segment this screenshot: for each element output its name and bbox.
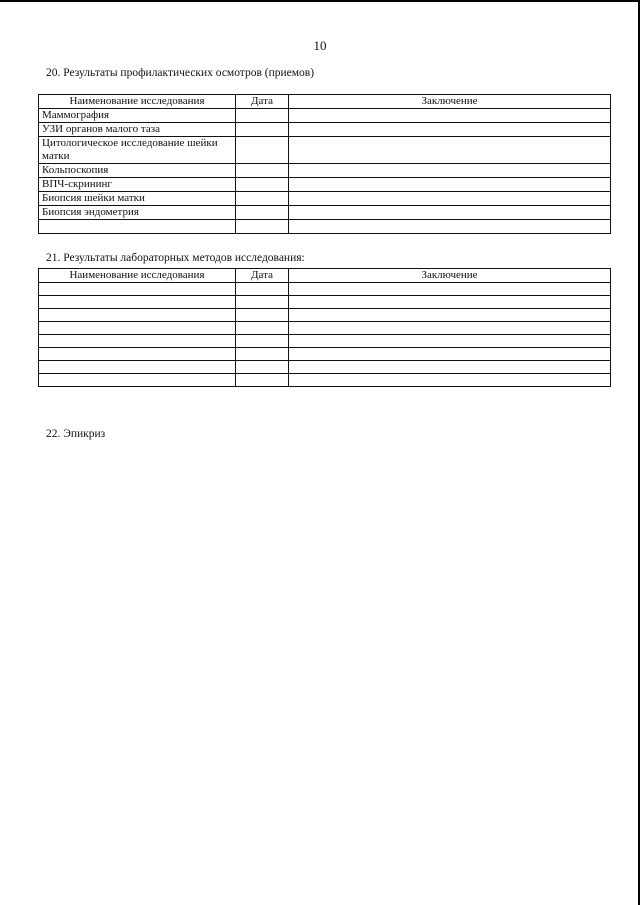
conclusion-cell[interactable] xyxy=(289,206,611,220)
exam-name-cell[interactable] xyxy=(39,296,236,309)
date-cell[interactable] xyxy=(236,309,289,322)
exam-name-cell: Биопсия шейки матки xyxy=(39,192,236,206)
conclusion-cell[interactable] xyxy=(289,220,611,234)
date-cell[interactable] xyxy=(236,283,289,296)
conclusion-cell[interactable] xyxy=(289,296,611,309)
conclusion-cell[interactable] xyxy=(289,322,611,335)
exam-name-cell: Кольпоскопия xyxy=(39,164,236,178)
exam-name-cell: Цитологическое исследование шейки матки xyxy=(39,137,236,164)
column-header-date: Дата xyxy=(236,269,289,283)
scan-edge-top xyxy=(0,0,640,2)
column-header-date: Дата xyxy=(236,95,289,109)
conclusion-cell[interactable] xyxy=(289,335,611,348)
table-header-row xyxy=(39,95,611,109)
conclusion-cell[interactable] xyxy=(289,109,611,123)
exam-name-cell[interactable] xyxy=(39,309,236,322)
section-22-heading: 22. Эпикриз xyxy=(46,428,106,440)
date-cell[interactable] xyxy=(236,178,289,192)
exam-name-cell[interactable] xyxy=(39,283,236,296)
column-header-conclusion: Заключение xyxy=(289,95,611,109)
date-cell[interactable] xyxy=(236,220,289,234)
exam-name-cell[interactable] xyxy=(39,322,236,335)
table-row xyxy=(39,220,611,234)
date-cell[interactable] xyxy=(236,361,289,374)
table-row xyxy=(39,178,611,192)
table-row xyxy=(39,361,611,374)
table-row xyxy=(39,296,611,309)
table-row xyxy=(39,335,611,348)
conclusion-cell[interactable] xyxy=(289,283,611,296)
conclusion-cell[interactable] xyxy=(289,309,611,322)
date-cell[interactable] xyxy=(236,137,289,164)
date-cell[interactable] xyxy=(236,164,289,178)
conclusion-cell[interactable] xyxy=(289,178,611,192)
page-number: 10 xyxy=(313,38,327,53)
table-row xyxy=(39,206,611,220)
preventive-exams-table xyxy=(38,94,611,234)
table-header-row xyxy=(39,269,611,283)
table-row xyxy=(39,309,611,322)
conclusion-cell[interactable] xyxy=(289,164,611,178)
table-row xyxy=(39,374,611,387)
table-row xyxy=(39,322,611,335)
table-row xyxy=(39,123,611,137)
date-cell[interactable] xyxy=(236,206,289,220)
table-row xyxy=(39,192,611,206)
exam-name-cell[interactable] xyxy=(39,220,236,234)
column-header-name: Наименование исследования xyxy=(39,269,236,283)
exam-name-cell[interactable] xyxy=(39,335,236,348)
date-cell[interactable] xyxy=(236,192,289,206)
exam-name-cell[interactable] xyxy=(39,361,236,374)
conclusion-cell[interactable] xyxy=(289,192,611,206)
date-cell[interactable] xyxy=(236,296,289,309)
date-cell[interactable] xyxy=(236,322,289,335)
column-header-name: Наименование исследования xyxy=(39,95,236,109)
exam-name-cell[interactable] xyxy=(39,374,236,387)
date-cell[interactable] xyxy=(236,335,289,348)
table-row xyxy=(39,348,611,361)
conclusion-cell[interactable] xyxy=(289,374,611,387)
date-cell[interactable] xyxy=(236,374,289,387)
exam-name-cell: ВПЧ-скрининг xyxy=(39,178,236,192)
conclusion-cell[interactable] xyxy=(289,123,611,137)
column-header-conclusion: Заключение xyxy=(289,269,611,283)
table-row xyxy=(39,137,611,164)
lab-results-table xyxy=(38,268,611,387)
exam-name-cell[interactable] xyxy=(39,348,236,361)
table-row xyxy=(39,283,611,296)
section-21-heading: 21. Результаты лабораторных методов исследования: xyxy=(46,252,305,264)
table-row xyxy=(39,109,611,123)
exam-name-cell: УЗИ органов малого таза xyxy=(39,123,236,137)
date-cell[interactable] xyxy=(236,109,289,123)
date-cell[interactable] xyxy=(236,348,289,361)
conclusion-cell[interactable] xyxy=(289,348,611,361)
section-20-heading: 20. Результаты профилактических осмотров (приемов) xyxy=(46,67,315,79)
table-row xyxy=(39,164,611,178)
date-cell[interactable] xyxy=(236,123,289,137)
conclusion-cell[interactable] xyxy=(289,137,611,164)
exam-name-cell: Маммография xyxy=(39,109,236,123)
exam-name-cell: Биопсия эндометрия xyxy=(39,206,236,220)
conclusion-cell[interactable] xyxy=(289,361,611,374)
